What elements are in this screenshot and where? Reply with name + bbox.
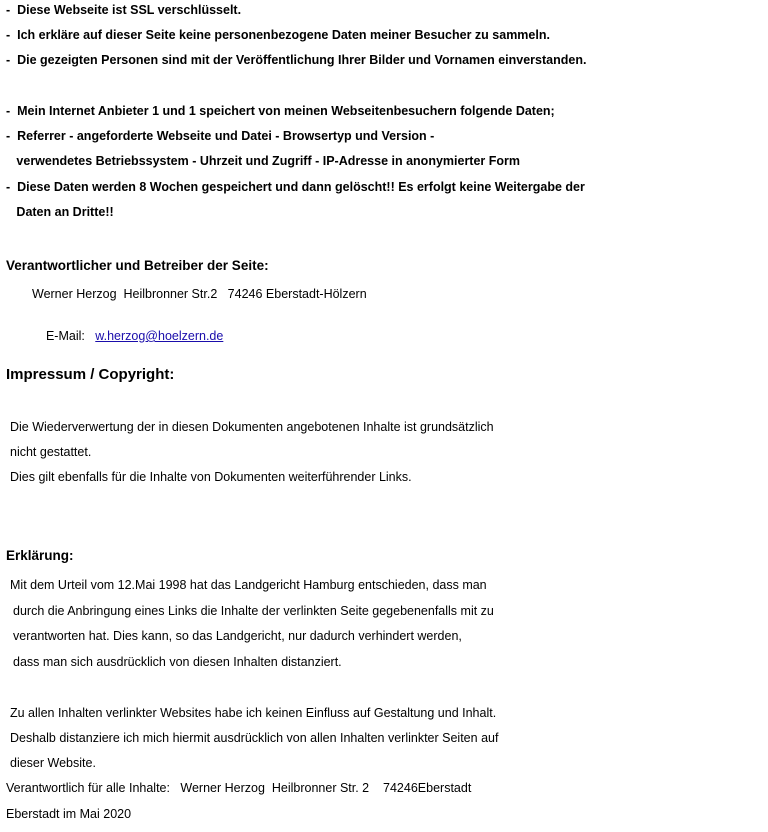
email-label: E-Mail: [45,329,85,343]
responsible-line: Verantwortlich für alle Inhalte: Werner Herzog Heilbronner Str. 2 74246Eberstadt [6,781,472,795]
impressum-line-1: Die Wiederverwertung der in diesen Dokumenten angebotenen Inhalte ist grundsätzlich [10,420,494,434]
info-line-storage: - Diese Daten werden 8 Wochen gespeichert und dann gelöscht!! Es erfolgt keine Weitergabe der [6,180,585,194]
info-line-referrer: - Referrer - angeforderte Webseite und Datei - Browsertyp und Version - [6,129,435,143]
declaration-line-5: Zu allen Inhalten verlinkter Websites habe ich keinen Einfluss auf Gestaltung und Inhalt. [10,706,497,720]
email-link[interactable]: w.herzog@hoelzern.de [95,329,224,343]
info-line-provider: - Mein Internet Anbieter 1 und 1 speichert von meinen Webseitenbesuchern folgende Daten; [6,104,555,118]
info-line-no-data: - Ich erkläre auf dieser Seite keine personenbezogene Daten meiner Besucher zu sammeln. [6,28,550,42]
operator-email-row [39,312,223,344]
declaration-line-4: dass man sich ausdrücklich von diesen Inhalten distanziert. [13,655,342,669]
operator-heading: Verantwortlicher und Betreiber der Seite: [6,258,269,273]
declaration-line-1: Mit dem Urteil vom 12.Mai 1998 hat das Landgericht Hamburg entschieden, dass man [10,578,487,592]
info-line-persons: - Die gezeigten Personen sind mit der Veröffentlichung Ihrer Bilder und Vornamen einverstanden. [6,53,587,67]
info-line-ssl: - Diese Webseite ist SSL verschlüsselt. [6,3,242,17]
operator-address: Werner Herzog Heilbronner Str.2 74246 Eberstadt-Hölzern [32,287,367,301]
declaration-line-3: verantworten hat. Dies kann, so das Landgericht, nur dadurch verhindert werden, [13,629,462,643]
declaration-heading: Erklärung: [6,548,74,563]
date-line: Eberstadt im Mai 2020 [6,807,132,821]
impressum-line-3: Dies gilt ebenfalls für die Inhalte von Dokumenten weiterführender Links. [10,470,412,484]
declaration-line-2: durch die Anbringung eines Links die Inhalte der verlinkten Seite gegebenenfalls mit zu [13,604,494,618]
impressum-line-2: nicht gestattet. [10,445,92,459]
info-line-third-party: Daten an Dritte!! [6,205,114,219]
declaration-line-7: dieser Website. [10,756,96,770]
impressum-heading: Impressum / Copyright: [6,366,175,383]
info-line-system: verwendetes Betriebssystem - Uhrzeit und Zugriff - IP-Adresse in anonymierter Form [6,154,521,168]
declaration-line-6: Deshalb distanziere ich mich hiermit ausdrücklich von allen Inhalten verlinkter Seiten auf [10,731,499,745]
